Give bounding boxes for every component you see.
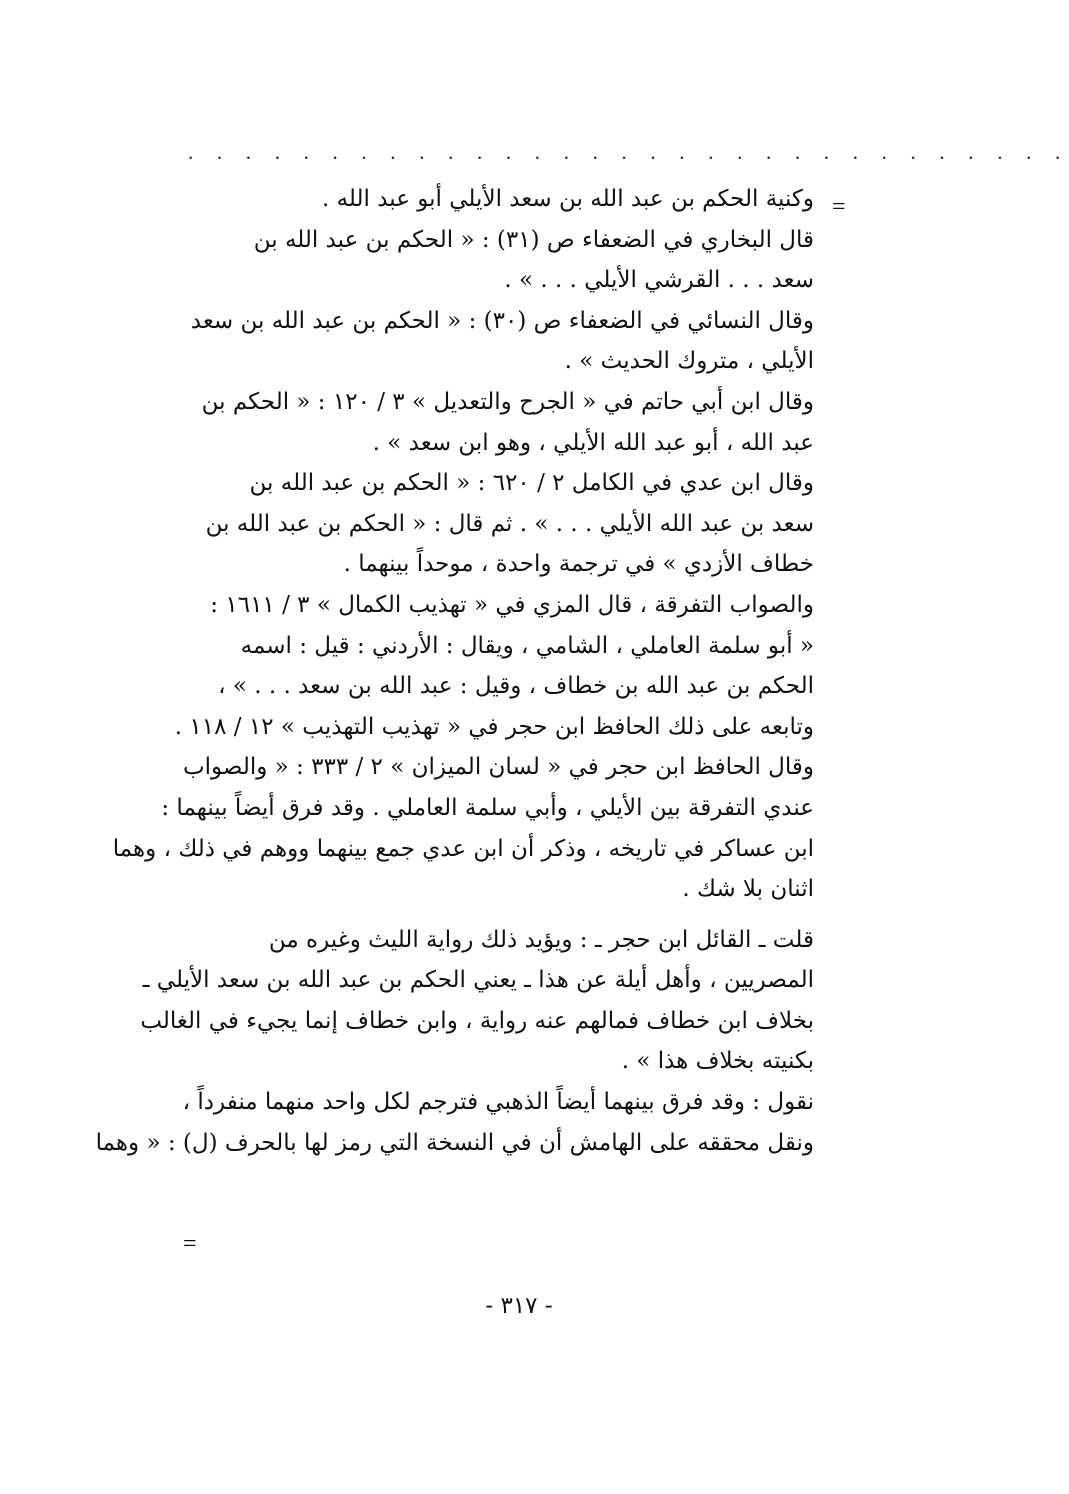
paragraph-bukhari xyxy=(188,220,814,301)
text-line: عندي التفرقة بين الأيلي ، وأبي سلمة العاملي . وقد فرق أيضاً بينهما : xyxy=(161,794,814,821)
text-line: ونقل محققه على الهامش أن في النسخة التي رمز لها بالحرف (ل) : « وهما xyxy=(95,1129,814,1156)
text-line: الأيلي ، متروك الحديث » . xyxy=(564,348,814,375)
text-line: سعد . . . القرشي الأيلي . . . » . xyxy=(504,267,814,294)
paragraph-ibn-adi xyxy=(188,463,814,585)
text-line: وقال الحافظ ابن حجر في « لسان الميزان » ٢ / ٣٣٣ : « والصواب xyxy=(182,754,814,781)
page-number: - ٣١٧ - xyxy=(485,1293,553,1319)
dotted-separator: . . . . . . . . . . . . . . . . . . . . . . . . . . . . . . . xyxy=(188,140,1069,164)
text-line: المصريين ، وأهل أيلة عن هذا ـ يعني الحكم بن عبد الله بن سعد الأيلي ـ xyxy=(142,967,814,994)
paragraph-naqul xyxy=(95,1082,814,1163)
text-line: بكنيته بخلاف هذا » . xyxy=(621,1048,814,1075)
text-line: اثنان بلا شك . xyxy=(682,876,814,903)
paragraph-mizzi xyxy=(174,585,814,747)
paragraph-ibn-hajar-lisan xyxy=(112,747,814,909)
continuation-mark-end: = xyxy=(183,1231,197,1257)
text-line: عبد الله ، أبو عبد الله الأيلي ، وهو ابن سعد » . xyxy=(372,429,814,456)
text-line: وتابعه على ذلك الحافظ ابن حجر في « تهذيب التهذيب » ١٢ / ١١٨ . xyxy=(174,713,814,740)
paragraph-ibn-abi-hatim xyxy=(188,382,814,463)
continuation-mark-start: = xyxy=(832,194,846,220)
text-line: « أبو سلمة العاملي ، الشامي ، ويقال : الأردني : قيل : اسمه xyxy=(240,632,814,659)
text-line: وقال ابن عدي في الكامل ٢ / ٦٢٠ : « الحكم بن عبد الله بن xyxy=(249,470,814,497)
text-line: وكنية الحكم بن عبد الله بن سعد الأيلي أبو عبد الله . xyxy=(321,186,814,212)
text-line: بخلاف ابن خطاف فمالهم عنه رواية ، وابن خطاف إنما يجيء في الغالب xyxy=(140,1007,814,1034)
text-line: قال البخاري في الضعفاء ص (٣١) : « الحكم بن عبد الله بن xyxy=(253,226,814,253)
text-line: خطاف الأزدي » في ترجمة واحدة ، موحداً بينهما . xyxy=(343,551,814,578)
text-line: وقال النسائي في الضعفاء ص (٣٠) : « الحكم بن عبد الله بن سعد xyxy=(190,307,814,334)
paragraph-qultu xyxy=(140,920,814,1082)
text-line: نقول : وقد فرق بينهما أيضاً الذهبي فترجم لكل واحد منهما منفرداً ، xyxy=(182,1089,814,1116)
text-line: سعد بن عبد الله الأيلي . . . » . ثم قال : « الحكم بن عبد الله بن xyxy=(205,510,814,537)
text-line: ابن عساكر في تاريخه ، وذكر أن ابن عدي جمع بينهما ووهم في ذلك ، وهما xyxy=(112,835,814,862)
text-line: الحكم بن عبد الله بن خطاف ، وقيل : عبد الله بن سعد . . . » ، xyxy=(218,673,814,700)
paragraph-nasai xyxy=(188,301,814,382)
text-line: وقال ابن أبي حاتم في « الجرح والتعديل » ٣ / ١٢٠ : « الحكم بن xyxy=(201,388,814,415)
main-text xyxy=(95,179,814,1163)
text-line: والصواب التفرقة ، قال المزي في « تهذيب الكمال » ٣ / ١٦١١ : xyxy=(210,591,814,618)
text-line: قلت ـ القائل ابن حجر ـ : ويؤيد ذلك رواية الليث وغيره من xyxy=(268,926,814,953)
paragraph-kunya xyxy=(188,179,814,220)
